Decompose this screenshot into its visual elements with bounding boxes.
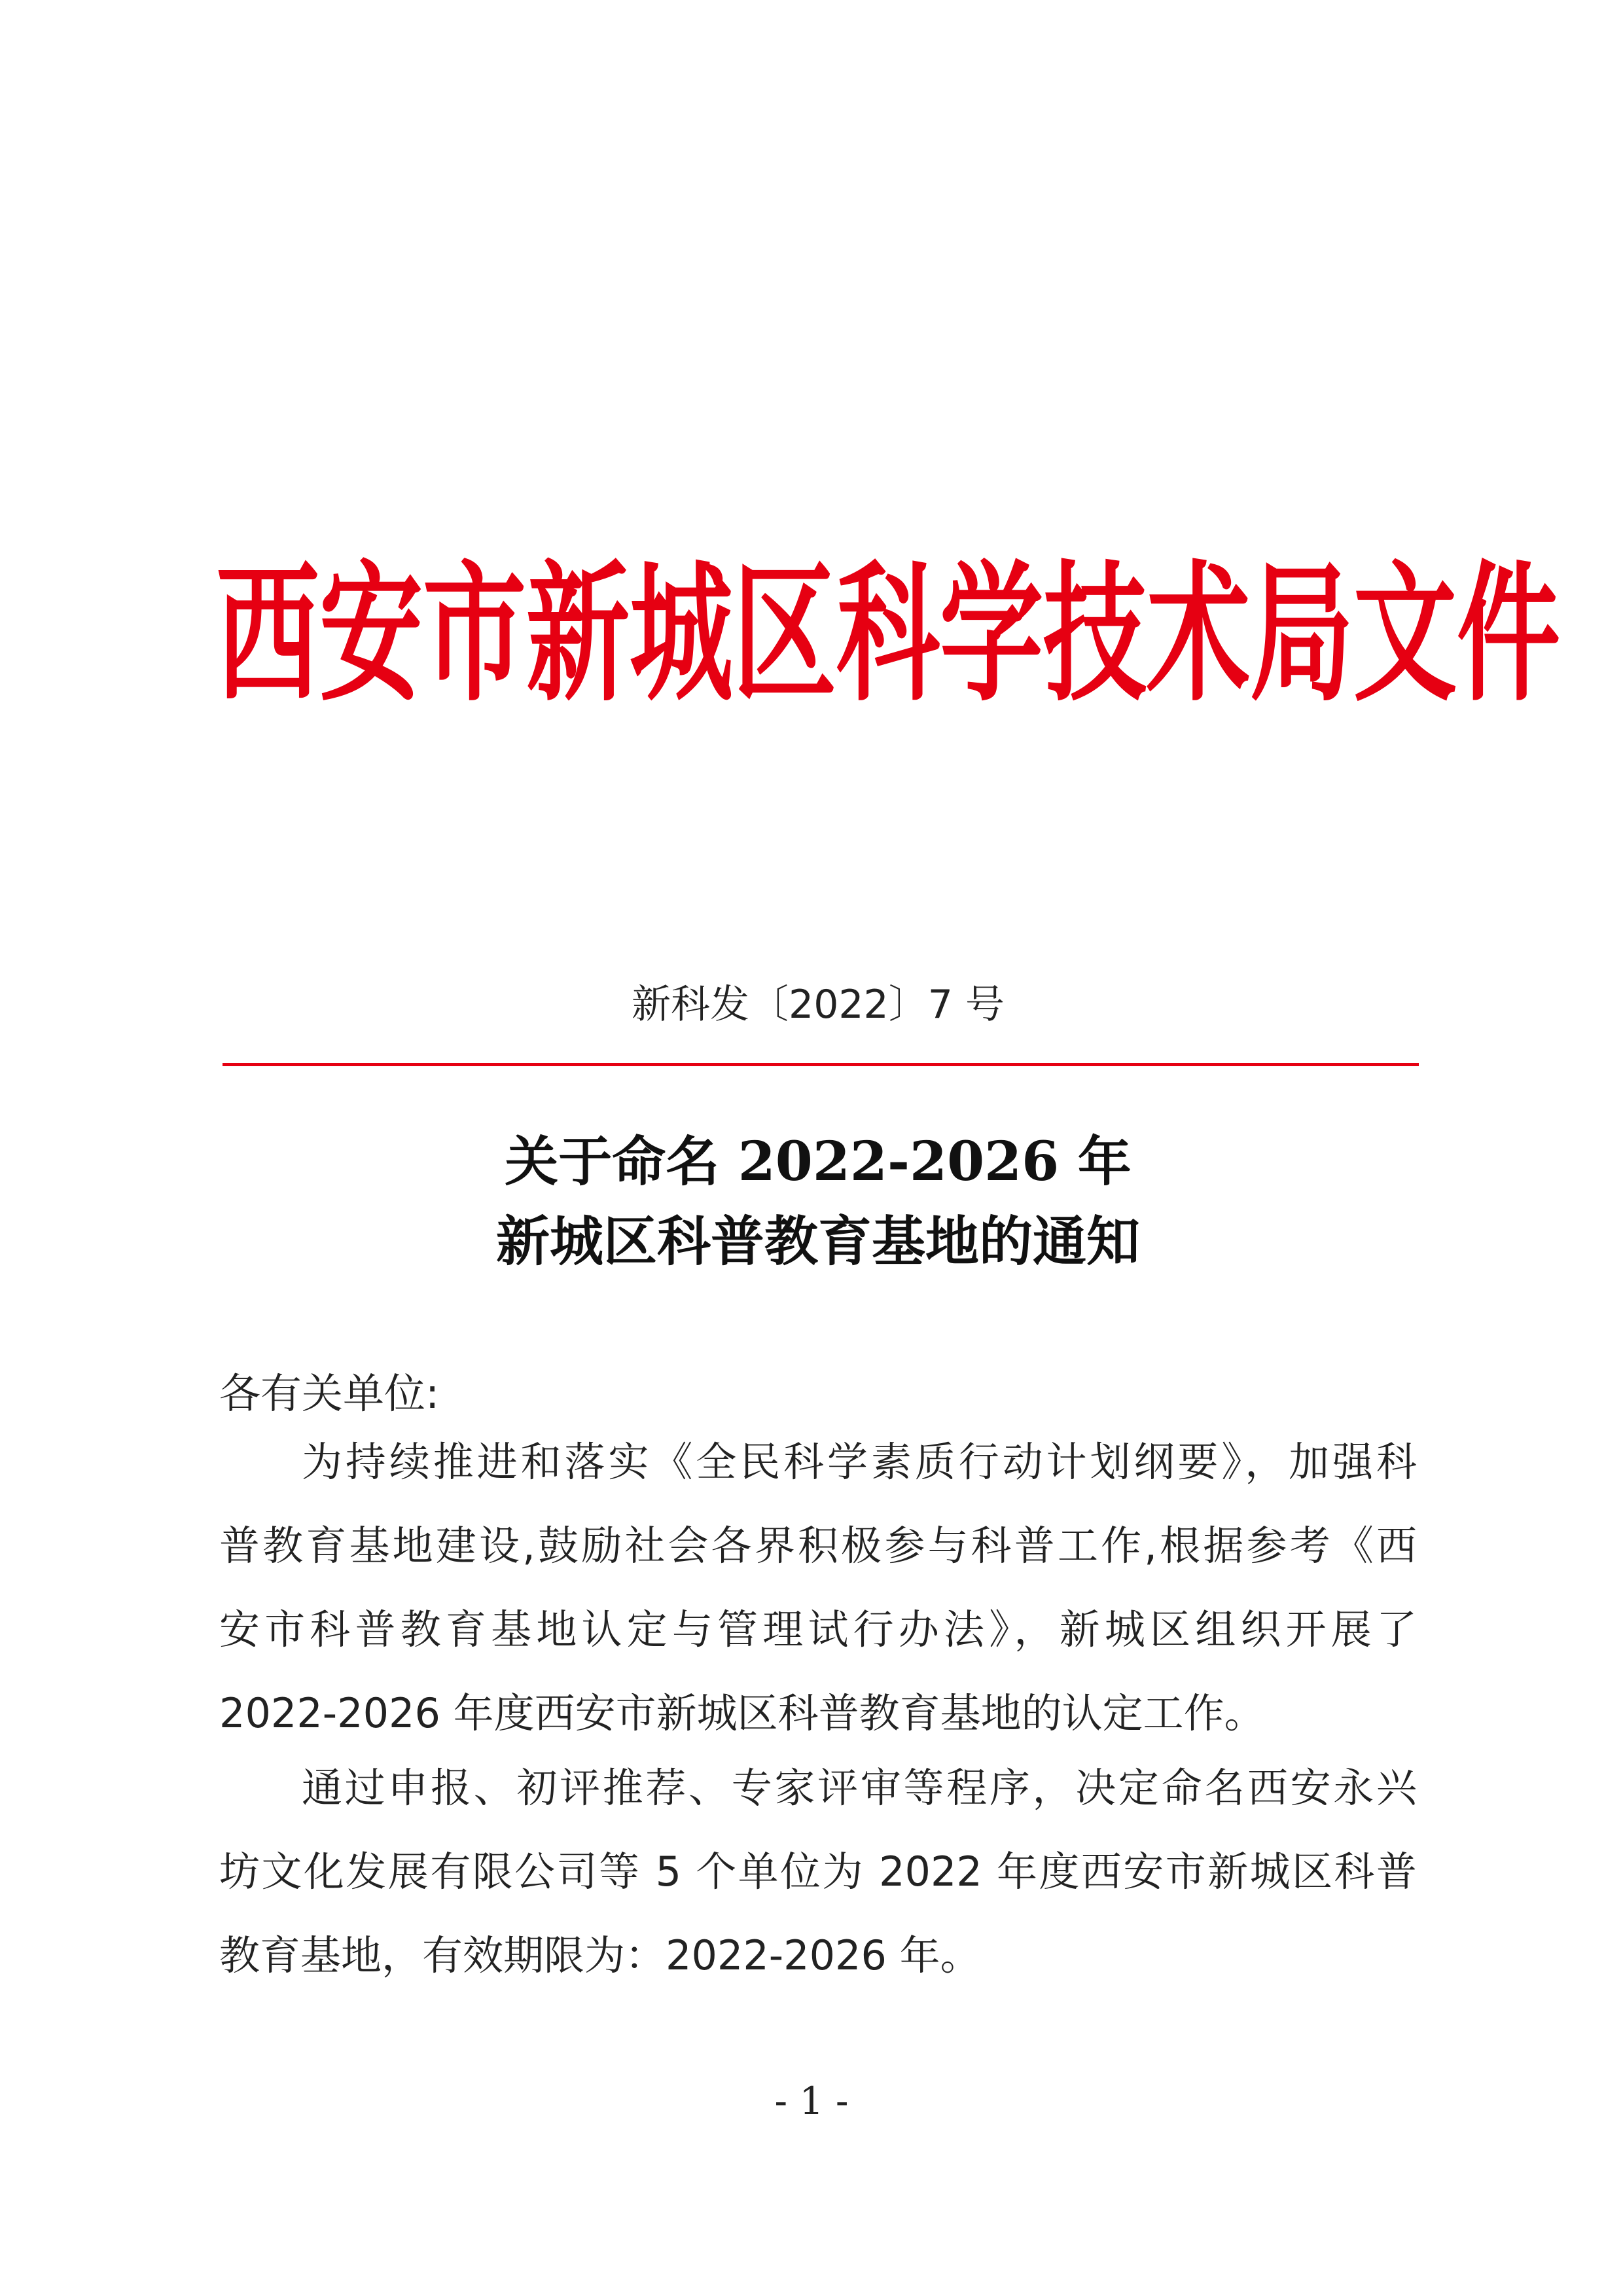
paragraph-line: 坊文化发展有限公司等 5 个单位为 2022 年度西安市新城区科普 (219, 1848, 1417, 1895)
paragraph-line: 通过申报、初评推荐、专家评审等程序，决定命名西安永兴 (302, 1764, 1417, 1812)
paragraph-line: 2022-2026 年度西安市新城区科普教育基地的认定工作。 (219, 1689, 1265, 1737)
paragraph-line: 普教育基地建设,鼓励社会各界积极参与科普工作,根据参考《西 (219, 1522, 1417, 1570)
body-paragraph-1 (219, 1420, 1417, 1755)
masthead-title: 西安市新城区科学技术局文件 (216, 547, 1560, 723)
paragraph-line: 安市科普教育基地认定与管理试行办法》，新城区组织开展了 (219, 1605, 1417, 1653)
page-number: - 1 - (774, 2079, 849, 2123)
paragraph-line: 为持续推进和落实《全民科学素质行动计划纲要》，加强科 (302, 1438, 1417, 1486)
red-divider-line (223, 1063, 1419, 1066)
document-number: 新科发〔2022〕7 号 (632, 982, 1005, 1028)
salutation: 各有关单位: (219, 1370, 440, 1418)
body-paragraph-2 (219, 1746, 1417, 1998)
paragraph-line: 教育基地，有效期限为：2022-2026 年。 (219, 1931, 981, 1979)
notice-title-line-2: 新城区科普教育基地的通知 (495, 1210, 1140, 1273)
notice-title-line-1: 关于命名 2022-2026 年 (505, 1130, 1132, 1193)
